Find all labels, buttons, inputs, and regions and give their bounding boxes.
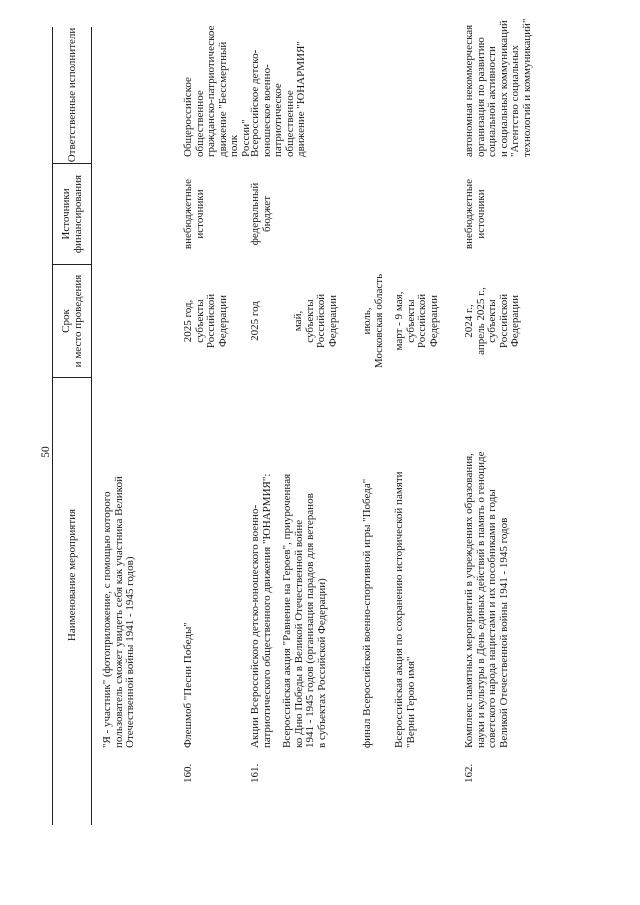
- header-name: Наименование мероприятия: [66, 508, 78, 642]
- row161-name: Акции Всероссийского детско-юношеского военно- патриотического общественного движения "ЮНАРМИЯ":: [249, 473, 273, 748]
- row160-number: 160.: [182, 763, 194, 783]
- row0-name: "Я - участник" (фотоприложение, с помощью которого пользователь сможет увидеть себя как участника Великой Отечественной войны 1941 - 1945 годов): [101, 476, 136, 748]
- row160-executors: Общероссийское общественное гражданско-патриотическое движение "Бессмертный полк России": [182, 25, 252, 157]
- row162-sources: внебюджетные источники: [463, 178, 487, 250]
- row161-number: 161.: [249, 763, 261, 783]
- row162-number: 162.: [463, 763, 475, 783]
- row161-executors: Всероссийское детско- юношеское военно- патриотическое общественное движение "ЮНАРМИЯ": [249, 41, 307, 157]
- row162-name: Комплекс памятных мероприятий в учреждениях образования, науки и культуры в День единых действий в память о геноциде советского народа нацистами и их пособниками в годы Великой Отечественной войны 1941 - 1945 годов: [463, 451, 510, 748]
- page-number: 50: [40, 446, 52, 458]
- header-executors: Ответственные исполнители: [66, 27, 78, 163]
- header-term: Срок и место проведения: [60, 274, 84, 368]
- row161b-name: финал Всероссийской военно-спортивной игры "Победа": [361, 478, 373, 748]
- row162-term: 2024 г., апрель 2025 г., субъекты Российской Федерации: [463, 287, 521, 355]
- row161a-term: май, субъекты Российской Федерации: [292, 293, 339, 349]
- row161-term: 2025 год: [249, 301, 261, 341]
- header-bottom-rule: [91, 27, 92, 825]
- header-divider-1: [52, 377, 92, 378]
- row160-term: 2025 год, субъекты Российской Федерации: [182, 293, 229, 349]
- row161c-name: Всероссийская акция по сохранению исторической памяти "Верни Герою имя": [393, 471, 417, 748]
- row161a-name: Всероссийская акция "Равнение на Героев", приуроченная ко Дню Победы в Великой Отечественной войне 1941 - 1945 годов (организация парадов для ветеранов в субъектах Российской Федерации): [281, 473, 328, 748]
- row161b-term: июль, Московская область: [361, 273, 385, 369]
- row161c-term: март - 9 мая, субъекты Российской Федерации: [393, 291, 440, 351]
- row162-executors: автономная некоммерческая организация по развитию социальной активности и социальных коммуникаций "Агентство социальных технологий и коммуникаций": [463, 18, 533, 157]
- row160-sources: внебюджетные источники: [182, 178, 206, 250]
- header-sources: Источники финансирования: [60, 174, 84, 254]
- row160-name: Флешмоб "Песни Победы": [182, 622, 194, 748]
- row161-sources: федеральный бюджет: [249, 182, 273, 246]
